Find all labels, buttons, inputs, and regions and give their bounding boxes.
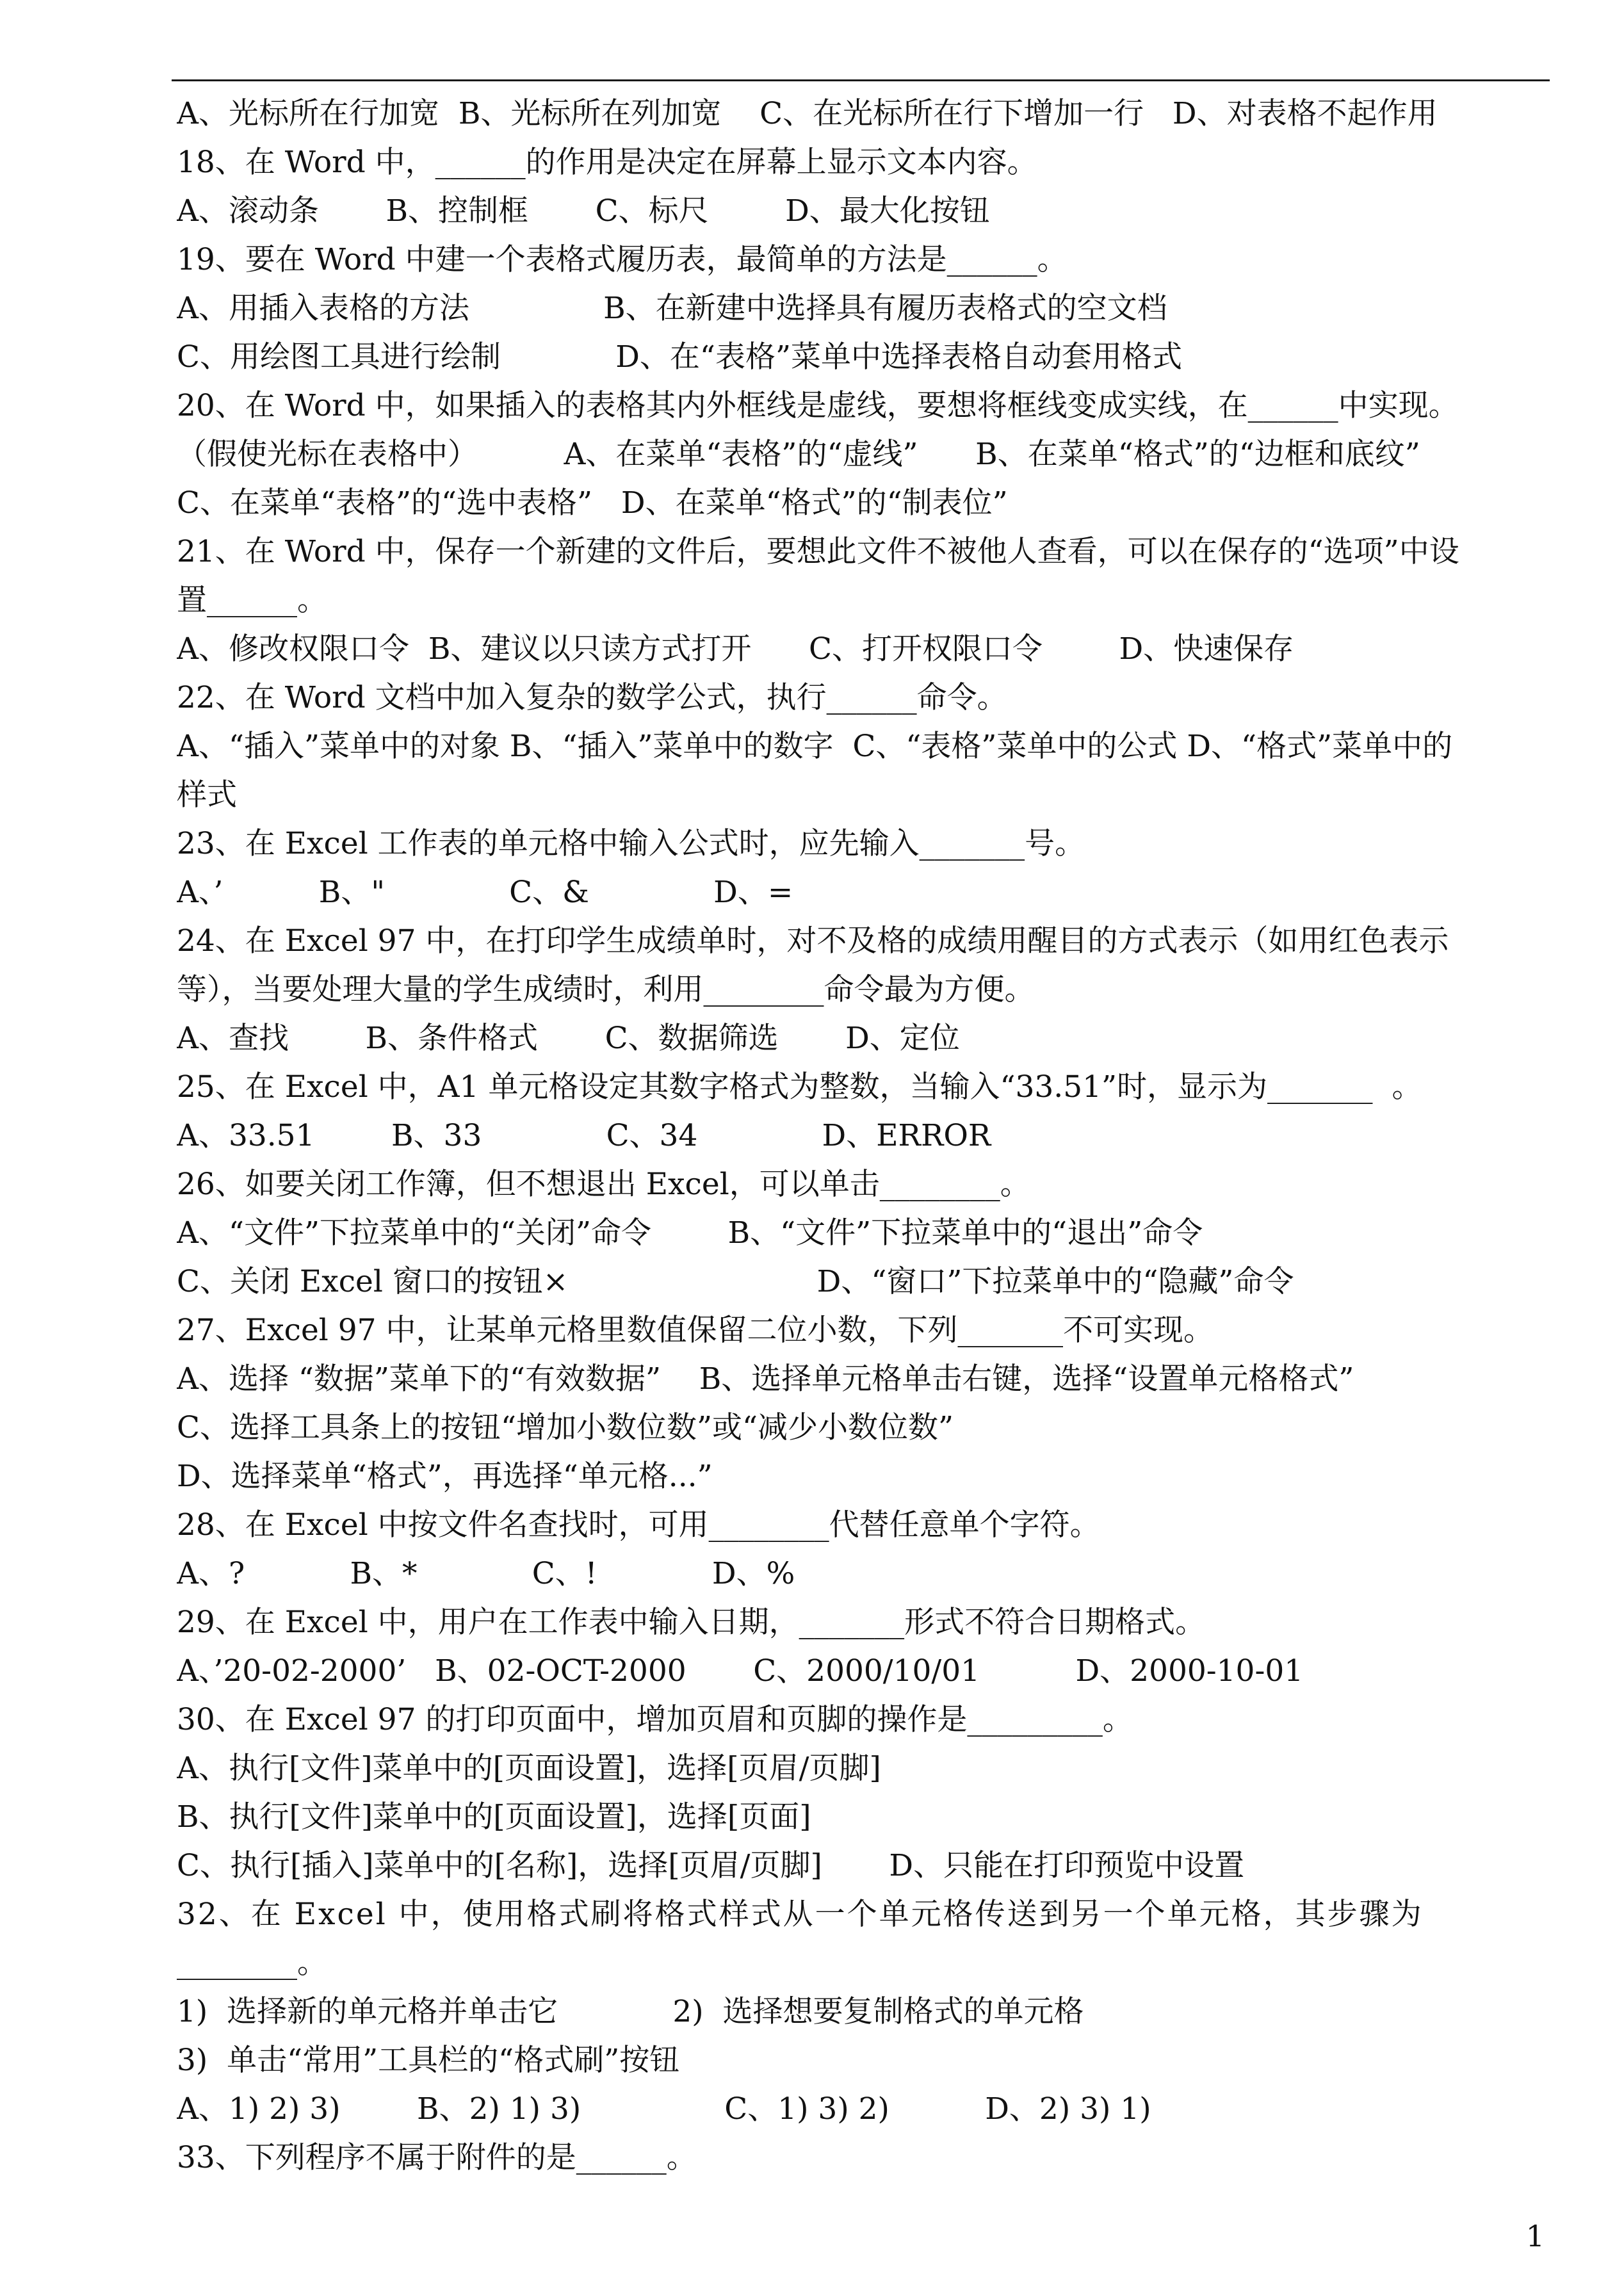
options-29: A、’20-02-2000’ B、02-OCT-2000 C、2000/10/01 D、2000-10-01 bbox=[177, 1653, 1304, 1689]
question-23: 23、在 Excel 工作表的单元格中输入公式时，应先输入_______号。 bbox=[177, 826, 1085, 861]
options-30-a: A、执行[文件]菜单中的[页面设置]，选择[页眉/页脚] bbox=[177, 1751, 881, 1786]
options-22-cont: 样式 bbox=[177, 777, 237, 813]
options-20-cd: C、在菜单“表格”的“选中表格” D、在菜单“格式”的“制表位” bbox=[177, 485, 1008, 521]
options-32: A、1) 2) 3) B、2) 1) 3) C、1) 3) 2) D、2) 3) 1) bbox=[177, 2091, 1151, 2127]
options-21: A、修改权限口令 B、建议以只读方式打开 C、打开权限口令 D、快速保存 bbox=[177, 631, 1294, 667]
question-22: 22、在 Word 文档中加入复杂的数学公式，执行______命令。 bbox=[177, 680, 1007, 715]
options-20-ab: （假使光标在表格中） A、在菜单“表格”的“虚线” B、在菜单“格式”的“边框和底纹” bbox=[177, 437, 1420, 472]
options-27-d: D、选择菜单“格式”，再选择“单元格...” bbox=[177, 1459, 713, 1494]
question-32: 32、在 Excel 中，使用格式刷将格式样式从一个单元格传送到另一个单元格，其步骤为 bbox=[177, 1897, 1424, 1932]
question-24-cont: 等），当要处理大量的学生成绩时，利用________命令最为方便。 bbox=[177, 972, 1035, 1007]
question-18: 18、在 Word 中，______的作用是决定在屏幕上显示文本内容。 bbox=[177, 145, 1037, 180]
options-27-ab: A、选择 “数据”菜单下的“有效数据” B、选择单元格单击右键，选择“设置单元格格式” bbox=[177, 1361, 1354, 1397]
options-19-cd: C、用绘图工具进行绘制 D、在“表格”菜单中选择表格自动套用格式 bbox=[177, 339, 1182, 375]
question-24: 24、在 Excel 97 中，在打印学生成绩单时，对不及格的成绩用醒目的方式表示（如用红色表示 bbox=[177, 923, 1449, 959]
question-28: 28、在 Excel 中按文件名查找时，可用________代替任意单个字符。 bbox=[177, 1507, 1100, 1543]
question-33: 33、下列程序不属于附件的是______。 bbox=[177, 2140, 697, 2175]
question-19: 19、要在 Word 中建一个表格式履历表，最简单的方法是______。 bbox=[177, 242, 1068, 277]
page-number: 1 bbox=[1525, 2219, 1545, 2253]
options-18: A、滚动条 B、控制框 C、标尺 D、最大化按钮 bbox=[177, 193, 990, 229]
question-29: 29、在 Excel 中，用户在工作表中输入日期，_______形式不符合日期格式。 bbox=[177, 1605, 1206, 1640]
question-27: 27、Excel 97 中，让某单元格里数值保留二位小数，下列_______不可实现。 bbox=[177, 1313, 1214, 1348]
options-26-ab: A、“文件”下拉菜单中的“关闭”命令 B、“文件”下拉菜单中的“退出”命令 bbox=[177, 1215, 1203, 1251]
options-30-b: B、执行[文件]菜单中的[页面设置]，选择[页面] bbox=[177, 1799, 811, 1835]
options-24: A、查找 B、条件格式 C、数据筛选 D、定位 bbox=[177, 1021, 960, 1056]
options-27-c: C、选择工具条上的按钮“增加小数位数”或“减少小数位数” bbox=[177, 1410, 954, 1445]
steps-32-3: 3) 单击“常用”工具栏的“格式刷”按钮 bbox=[177, 2043, 680, 2078]
question-20: 20、在 Word 中，如果插入的表格其内外框线是虚线，要想将框线变成实线，在______中实现。 bbox=[177, 388, 1459, 423]
options-30-cd: C、执行[插入]菜单中的[名称]，选择[页眉/页脚] D、只能在打印预览中设置 bbox=[177, 1848, 1245, 1883]
options-25: A、33.51 B、33 C、34 D、ERROR bbox=[177, 1118, 991, 1153]
question-30: 30、在 Excel 97 的打印页面中，增加页眉和页脚的操作是_________。 bbox=[177, 1702, 1133, 1737]
question-32-cont: ________。 bbox=[177, 1945, 327, 1981]
text-line: A、光标所在行加宽 B、光标所在列加宽 C、在光标所在行下增加一行 D、对表格不起作用 bbox=[177, 96, 1438, 131]
options-23: A、’ B、" C、& D、= bbox=[177, 875, 793, 910]
question-26: 26、如要关闭工作簿，但不想退出 Excel，可以单击________。 bbox=[177, 1167, 1030, 1202]
question-25: 25、在 Excel 中，A1 单元格设定其数字格式为整数，当输入“33.51”时，显示为_______ 。 bbox=[177, 1069, 1422, 1105]
document-body bbox=[177, 90, 1547, 2182]
options-26-cd: C、关闭 Excel 窗口的按钮× D、“窗口”下拉菜单中的“隐藏”命令 bbox=[177, 1264, 1294, 1299]
steps-32-12: 1) 选择新的单元格并单击它 2) 选择想要复制格式的单元格 bbox=[177, 1994, 1084, 2029]
options-19-ab: A、用插入表格的方法 B、在新建中选择具有履历表格式的空文档 bbox=[177, 291, 1167, 326]
question-21-cont: 置______。 bbox=[177, 583, 327, 618]
options-22: A、“插入”菜单中的对象 B、“插入”菜单中的数字 C、“表格”菜单中的公式 D、“格式”菜单中的 bbox=[177, 729, 1453, 764]
options-28: A、? B、* C、! D、% bbox=[177, 1556, 795, 1591]
question-21: 21、在 Word 中，保存一个新建的文件后，要想此文件不被他人查看，可以在保存的“选项”中设 bbox=[177, 534, 1459, 569]
header-rule bbox=[172, 79, 1550, 81]
